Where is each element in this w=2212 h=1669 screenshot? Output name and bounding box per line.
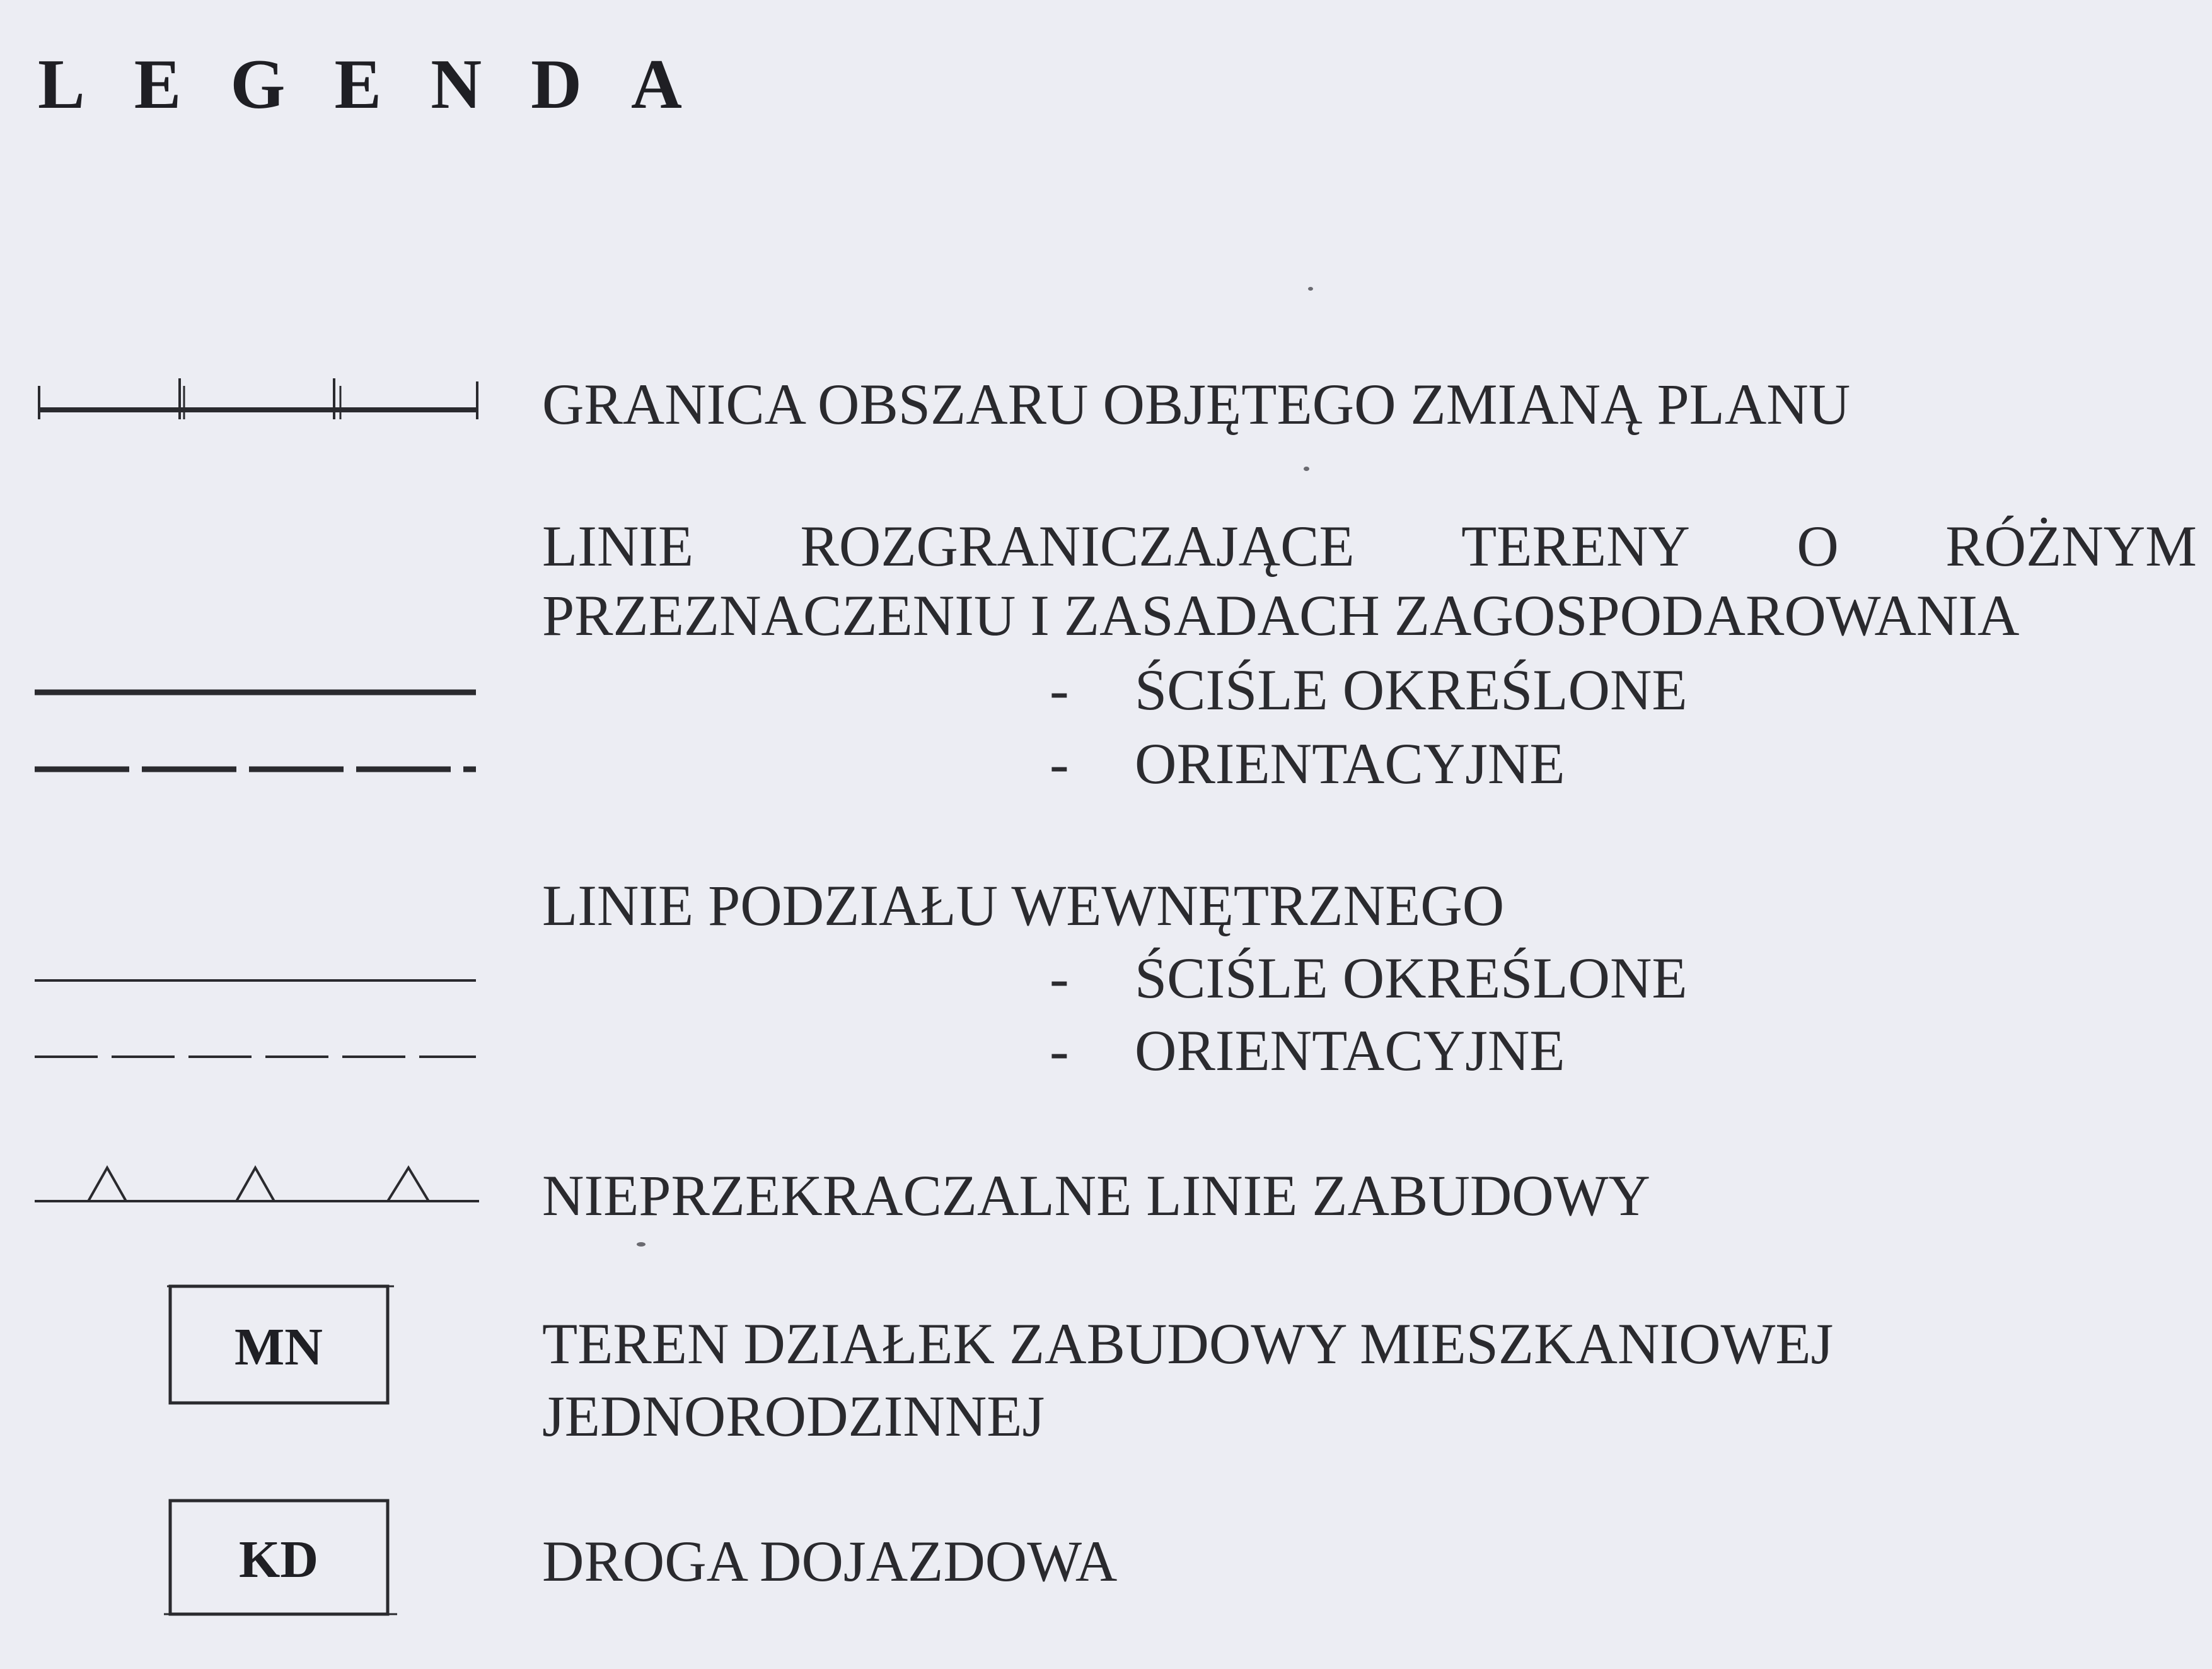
legend-title: LEGENDA [38,45,731,124]
legend-text-mn-line1: TEREN DZIAŁEK ZABUDOWY MIESZKANIOWEJ [542,1311,1834,1376]
scan-speck [1308,287,1313,291]
legend-sub-approx: ORIENTACYJNE [1135,731,1565,796]
legend-sub-approx: ORIENTACYJNE [1135,1018,1565,1083]
word: O [1797,514,1839,578]
legend-text-delimiting-line2: PRZEZNACZENIU I ZASADACH ZAGOSPODAROWANIA [542,583,2020,648]
legend-sub-strict: ŚCIŚLE OKREŚLONE [1135,658,1688,722]
legend-text-plan-boundary: GRANICA OBSZARU OBJĘTEGO ZMIANĄ PLANU [542,372,1851,436]
legend-text-kd: DROGA DOJAZDOWA [542,1529,1118,1593]
sub-dash: - [1050,1018,1069,1083]
word: ROZGRANICZAJĄCE [800,514,1355,578]
legend-text-internal-division: LINIE PODZIAŁU WEWNĘTRZNEGO [542,873,1505,938]
sub-dash: - [1050,731,1069,796]
mn-box-label: MN [235,1318,323,1376]
legend-symbols [0,0,504,1669]
building-line-symbol [35,1168,479,1201]
plan-boundary-symbol [38,378,477,419]
legend-text-mn-line2: JEDNORODZINNEJ [542,1384,1045,1448]
legend-text-delimiting-line1 [542,514,2197,578]
word: LINIE [542,514,694,578]
word: RÓŻNYM [1945,514,2197,578]
legend-sub-strict: ŚCIŚLE OKREŚLONE [1135,946,1688,1010]
sub-dash: - [1050,658,1069,722]
kd-box-label: KD [239,1530,318,1589]
scan-speck [1304,467,1309,471]
word: TERENY [1461,514,1690,578]
scan-speck [637,1242,646,1247]
sub-dash: - [1050,946,1069,1010]
legend-text-building-lines: NIEPRZEKRACZALNE LINIE ZABUDOWY [542,1163,1650,1228]
